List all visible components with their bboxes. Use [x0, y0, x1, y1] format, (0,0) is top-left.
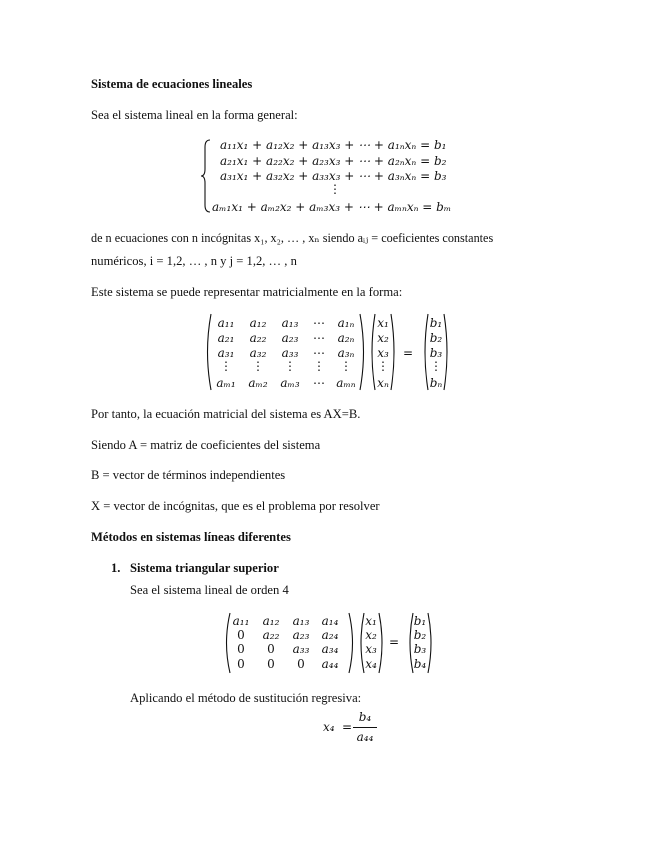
matrix-cell: a₁₄: [321, 614, 339, 628]
definition-b: B = vector de términos independientes: [91, 468, 286, 482]
matrix-cell: a₂₂: [249, 331, 267, 345]
equation-line-2: a₂₁x₁ + a₂₂x₂ + a₂₃x₃ + ⋯ + a₂ₙxₙ = b₂: [220, 154, 447, 168]
matrix-cell: a₁₁: [217, 316, 235, 330]
matrix-cell: 0: [267, 657, 275, 671]
formula-lhs: x₄: [323, 720, 335, 734]
matrix-cell: ⋮: [220, 359, 232, 373]
constant-vector-cell: b₂: [413, 628, 427, 642]
left-paren: [368, 313, 376, 391]
right-paren: [443, 313, 451, 391]
matrix-cell: ⋮: [284, 359, 296, 373]
matrix-cell: a₃₂: [249, 346, 267, 360]
list-item-title: Sistema triangular superior: [130, 561, 279, 575]
matrix-cell: ⋯: [313, 316, 325, 330]
matrix-cell: a₂₃: [292, 628, 310, 642]
matrix-cell: ⋯: [313, 376, 325, 390]
matrix-cell: a₄₄: [321, 657, 339, 671]
left-paren: [406, 612, 414, 674]
matrix-cell: a₁₃: [292, 614, 310, 628]
unknown-vector-cell: xₙ: [377, 376, 389, 390]
unknown-vector-cell: x₁: [365, 614, 377, 628]
unknown-vector-cell: x₃: [377, 346, 389, 360]
left-paren: [357, 612, 365, 674]
fraction-bar: [353, 727, 377, 728]
section-heading: Sistema de ecuaciones lineales: [91, 77, 253, 91]
description-line-2: numéricos, i = 1,2, … , n y j = 1,2, … , n: [91, 254, 297, 268]
equation-vdots: ⋮: [329, 182, 341, 196]
matrix-cell: 0: [237, 642, 245, 656]
matrix-cell: 0: [267, 642, 275, 656]
equation-line-3: a₃₁x₁ + a₃₂x₂ + a₃₃x₃ + ⋯ + a₃ₙxₙ = b₃: [220, 169, 447, 183]
matrix-cell: a₃₃: [292, 642, 310, 656]
left-paren: [421, 313, 429, 391]
matrix-cell: a₁₂: [249, 316, 267, 330]
definition-a: Siendo A = matriz de coeficientes del sistema: [91, 438, 321, 452]
matrix-cell: 0: [237, 657, 245, 671]
matrix-cell: a₂₁: [217, 331, 235, 345]
matrix-cell: a₃₁: [217, 346, 235, 360]
matrix-cell: 0: [297, 657, 305, 671]
matrix-cell: a₃ₙ: [337, 346, 355, 360]
formula-numerator: b₄: [358, 710, 372, 724]
constant-vector-cell: b₁: [413, 614, 427, 628]
matrix-cell: aₘ₂: [248, 376, 268, 390]
matrix-cell: a₂₂: [262, 628, 280, 642]
unknown-vector-cell: x₁: [377, 316, 389, 330]
matrix-equation-text: Por tanto, la ecuación matricial del sistema es AX=B.: [91, 407, 361, 421]
matrix-cell: 0: [237, 628, 245, 642]
equation-line-1: a₁₁x₁ + a₁₂x₂ + a₁₃x₃ + ⋯ + a₁ₙxₙ = b₁: [220, 138, 447, 152]
unknown-vector-cell: x₂: [365, 628, 377, 642]
description-line-1: de n ecuaciones con n incógnitas x₁, x₂, … , xₙ siendo aᵢⱼ = coeficientes constantes: [91, 231, 494, 245]
definition-x: X = vector de incógnitas, que es el problema por resolver: [91, 499, 380, 513]
formula-denominator: a₄₄: [356, 730, 374, 744]
constant-vector-cell: bₙ: [429, 376, 443, 390]
matrix-cell: ⋯: [313, 331, 325, 345]
method-text: Aplicando el método de sustitución regresiva:: [130, 691, 362, 705]
matrix-cell: a₁ₙ: [337, 316, 355, 330]
list-number: 1.: [111, 561, 121, 575]
equals-sign: =: [402, 346, 414, 360]
matrix-cell: a₂₃: [281, 331, 299, 345]
left-brace: [200, 139, 212, 213]
equals-sign: =: [388, 635, 400, 649]
matrix-cell: a₁₁: [232, 614, 250, 628]
unknown-vector-cell: x₂: [377, 331, 389, 345]
constant-vector-cell: b₃: [413, 642, 427, 656]
matrix-cell: a₂ₙ: [337, 331, 355, 345]
right-paren: [390, 313, 398, 391]
matrix-cell: a₁₃: [281, 316, 299, 330]
constant-vector-cell: b₁: [429, 316, 443, 330]
matrix-cell: ⋮: [340, 359, 352, 373]
section-heading: Métodos en sistemas líneas diferentes: [91, 530, 291, 544]
matrix-cell: aₘ₃: [280, 376, 300, 390]
matrix-cell: ⋯: [313, 346, 325, 360]
matrix-cell: a₃₄: [321, 642, 339, 656]
matrix-cell: aₘ₁: [216, 376, 236, 390]
matrix-cell: a₁₂: [262, 614, 280, 628]
equation-line-m: aₘ₁x₁ + aₘ₂x₂ + aₘ₃x₃ + ⋯ + aₘₙxₙ = bₘ: [212, 200, 452, 214]
unknown-vector-cell: x₄: [365, 657, 377, 671]
list-item-text: Sea el sistema lineal de orden 4: [130, 583, 289, 597]
intro-text: Sea el sistema lineal en la forma general:: [91, 108, 298, 122]
unknown-vector-cell: x₃: [365, 642, 377, 656]
constant-vector-cell: ⋮: [430, 359, 442, 373]
constant-vector-cell: b₃: [429, 346, 443, 360]
unknown-vector-cell: ⋮: [377, 359, 389, 373]
matrix-cell: ⋮: [252, 359, 264, 373]
right-paren: [348, 612, 357, 674]
right-paren: [427, 612, 435, 674]
matrix-intro-text: Este sistema se puede representar matricialmente en la forma:: [91, 285, 403, 299]
matrix-cell: a₂₄: [321, 628, 339, 642]
matrix-cell: a₃₃: [281, 346, 299, 360]
formula-equals: =: [342, 720, 353, 734]
constant-vector-cell: b₄: [413, 657, 427, 671]
matrix-cell: ⋮: [313, 359, 325, 373]
constant-vector-cell: b₂: [429, 331, 443, 345]
matrix-cell: aₘₙ: [336, 376, 356, 390]
